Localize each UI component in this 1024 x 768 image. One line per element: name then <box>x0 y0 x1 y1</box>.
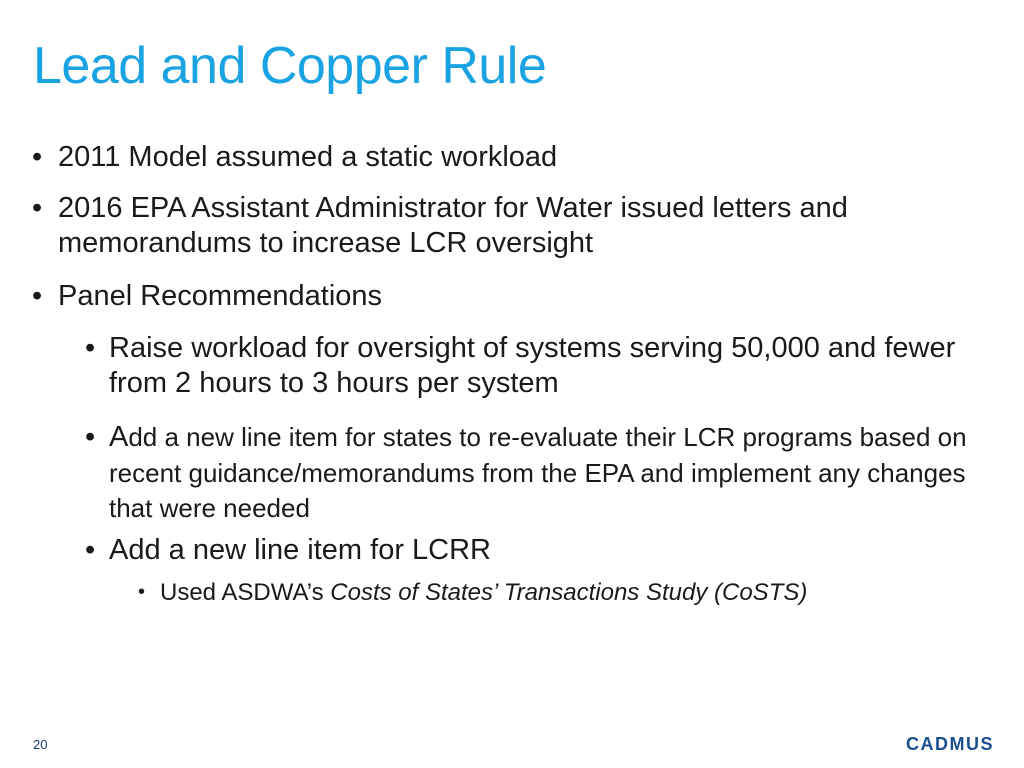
bullet-panel-recommendations <box>32 279 958 314</box>
bullet-marker: • <box>32 141 43 173</box>
bullet-raise-workload <box>85 331 969 402</box>
bullet-text: Used ASDWA’s <box>160 579 331 606</box>
bullet-static-workload <box>32 140 958 175</box>
cadmus-logo: CADMUS <box>906 734 994 754</box>
page-number: 20 <box>33 737 48 752</box>
bullet-reevaluate-lcr <box>85 418 969 525</box>
bullet-text: 2011 Model assumed a static workload <box>58 141 558 173</box>
bullet-text: dd a new line item for states to re-evaluate their LCR programs based on recent guidance/memorandums from the EPA and implement any changes that were needed <box>109 422 967 523</box>
bullet-text: 2016 EPA Assistant Administrator for Water issued letters and memorandums to increase LCR oversight <box>58 192 848 260</box>
bullet-lcrr-line-item <box>85 533 969 568</box>
bullet-text: Raise workload for oversight of systems serving 50,000 and fewer from 2 hours to 3 hours per system <box>109 332 956 400</box>
slide-title: Lead and Copper Rule <box>33 37 547 95</box>
bullet-text: Panel Recommendations <box>58 280 383 312</box>
bullet-marker: • <box>85 534 96 566</box>
bullet-first-letter: A <box>109 421 129 453</box>
bullet-text: Add a new line item for LCRR <box>109 534 491 566</box>
bullet-epa-letters <box>32 191 958 262</box>
costs-study-title: Costs of States’ Transactions Study (CoSTS) <box>330 579 808 606</box>
bullet-marker: • <box>85 421 96 453</box>
bullet-used-costs <box>138 578 980 607</box>
bullet-marker: • <box>138 581 146 603</box>
bullet-marker: • <box>85 332 96 364</box>
bullet-marker: • <box>32 280 43 312</box>
bullet-marker: • <box>32 192 43 224</box>
